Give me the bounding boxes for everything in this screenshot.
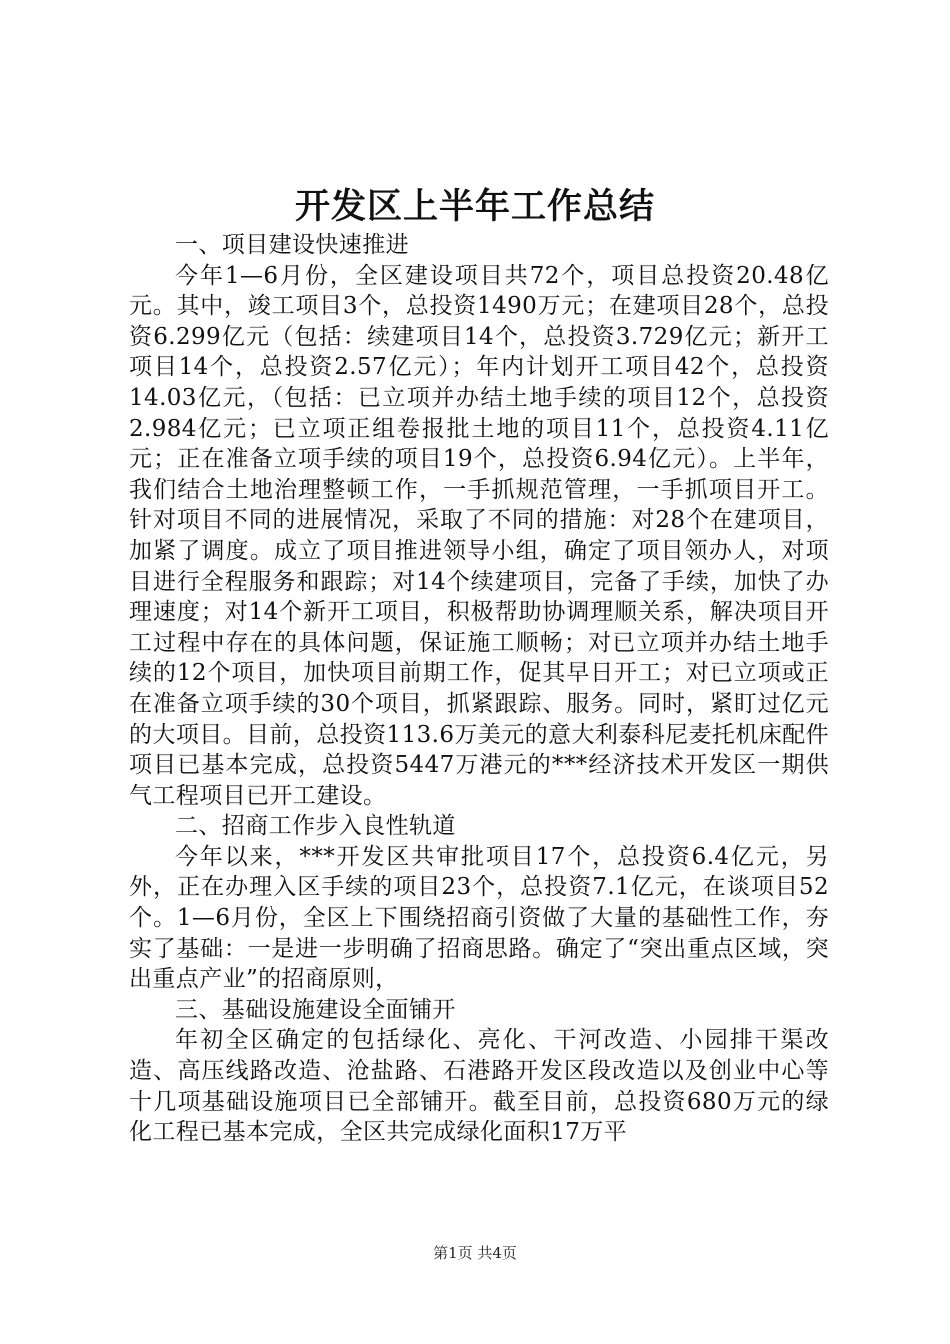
section-heading-1: 一、项目建设快速推进 (175, 232, 409, 258)
page-footer: 第1页 共4页 (433, 1244, 517, 1262)
document-body (129, 230, 829, 1148)
document-title: 开发区上半年工作总结 (294, 186, 655, 227)
section-paragraph-1: 今年1—6月份，全区建设项目共72个，项目总投资20.48亿元。其中，竣工项目3个，总投资1490万元；在建项目28个，总投资6.299亿元（包括：续建项目14个，总投资3.729亿元；新开工项目14个，总投资2.57亿元）；年内计划开工项目42个，总投资14.03亿元，（包括：已立项并办结土地手续的项目12个，总投资2.984亿元；已立项正组卷报批土地的项目11个，总投资4.11亿元；正在准备立项手续的项目19个，总投资6.94亿元）。上半年，我们结合土地治理整顿工作，一手抓规范管理，一手抓项目开工。针对项目不同的进展情况，采取了不同的措施：对28个在建项目，加紧了调度。成立了项目推进领导小组，确定了项目领办人，对项目进行全程服务和跟踪；对14个续建项目，完备了手续，加快了办理速度；对14个新开工项目，积极帮助协调理顺关系，解决项目开工过程中存在的具体问题，保证施工顺畅；对已立项并办结土地手续的12个项目，加快项目前期工作，促其早日开工；对已立项或正在准备立项手续的30个项目，抓紧跟踪、服务。同时，紧盯过亿元的大项目。目前，总投资113.6万美元的意大利泰科尼麦托机床配件项目已基本完成，总投资5447万港元的***经济技术开发区一期供气工程项目已开工建设。 (129, 262, 829, 809)
section-heading-2: 二、招商工作步入良性轨道 (175, 813, 456, 840)
section-paragraph-3: 年初全区确定的包括绿化、亮化、干河改造、小园排干渠改造、高压线路改造、沧盐路、石港路开发区段改造以及创业中心等十几项基础设施项目已全部铺开。截至目前，总投资680万元的绿化工程已基本完成，全区共完成绿化面积17万平 (129, 1027, 829, 1146)
section-paragraph-2: 今年以来，***开发区共审批项目17个，总投资6.4亿元，另外，正在办理入区手续的项目23个，总投资7.1亿元，在谈项目52个。1—6月份，全区上下围绕招商引资做了大量的基础性工作，夯实了基础：一是进一步明确了招商思路。确定了“突出重点区域，突出重点产业”的招商原则， (129, 843, 829, 993)
section-heading-3: 三、基础设施建设全面铺开 (175, 996, 456, 1023)
